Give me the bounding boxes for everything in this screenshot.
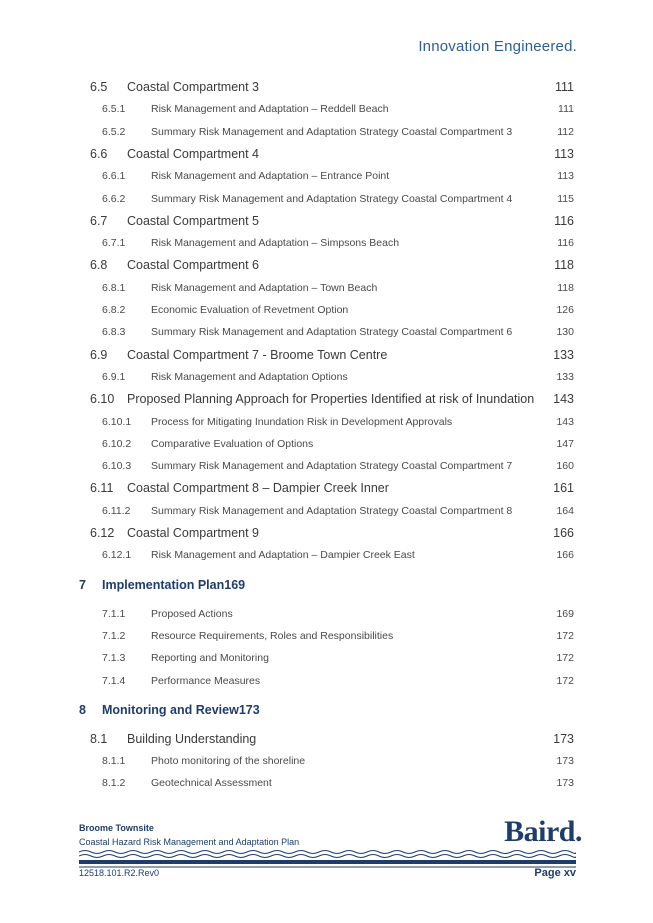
toc-entry-number: 7.1.2	[102, 629, 126, 642]
toc-entry-page: 169	[556, 607, 574, 620]
toc-entry-level-3[interactable]	[0, 412, 653, 434]
toc-entry-number: 6.5.1	[102, 103, 126, 116]
toc-entry-level-3[interactable]	[0, 300, 653, 322]
toc-entry-title: Coastal Compartment 7 - Broome Town Centre	[127, 347, 388, 362]
toc-entry-title: Coastal Compartment 6	[127, 258, 260, 273]
toc-entry-number: 6.7	[90, 213, 108, 228]
toc-entry-title: Photo monitoring of the shoreline	[151, 755, 306, 768]
toc-entry-level-3[interactable]	[0, 751, 653, 773]
toc-entry-level-3[interactable]	[0, 648, 653, 670]
toc-entry-page: 113	[554, 146, 574, 161]
toc-entry-page: 166	[553, 526, 574, 540]
toc-entry-title: Risk Management and Adaptation – Town Beach	[151, 281, 378, 294]
toc-entry-page: 160	[556, 460, 574, 473]
toc-entry-number: 6.10.3	[102, 460, 132, 473]
wave-divider-icon	[79, 849, 576, 869]
toc-entry-title: Geotechnical Assessment	[151, 777, 272, 790]
toc-entry-title: Summary Risk Management and Adaptation Strategy Coastal Compartment 7	[151, 460, 513, 473]
toc-entry-number: 6.7.1	[102, 237, 126, 250]
toc-entry-number: 8.1	[90, 731, 108, 746]
toc-entry-title: Coastal Compartment 3	[127, 80, 260, 94]
toc-entry-page: 113	[557, 170, 574, 183]
toc-entry-number: 6.9	[90, 347, 108, 362]
toc-entry-page: 118	[554, 258, 574, 273]
toc-entry-page: 172	[556, 629, 574, 642]
toc-entry-level-2[interactable]	[0, 211, 653, 233]
toc-chapter-line	[102, 575, 574, 595]
toc-entry-page: 116	[557, 237, 574, 250]
toc-entry-number: 6.11	[90, 481, 114, 496]
toc-entry-title: Risk Management and Adaptation – Reddell Beach	[151, 103, 389, 116]
toc-entry-number: 7.1.4	[102, 674, 126, 687]
toc-entry-number: 8.1.1	[102, 755, 126, 768]
toc-entry-page: 126	[556, 304, 574, 316]
toc-entry-number: 7	[79, 577, 86, 592]
toc-entry-level-2[interactable]	[0, 255, 653, 277]
toc-entry-number: 6.8.3	[102, 326, 126, 339]
toc-entry-title: Monitoring and Review	[102, 702, 239, 717]
toc-entry-title: Risk Management and Adaptation – Entrance Point	[151, 170, 390, 183]
toc-entry-page: 115	[557, 192, 574, 205]
toc-entry-page: 173	[238, 702, 260, 717]
toc-entry-number: 6.10.1	[102, 415, 132, 428]
toc-entry-level-2[interactable]	[0, 144, 653, 166]
toc-entry-page: 133	[556, 370, 574, 383]
toc-entry-level-3[interactable]	[0, 278, 653, 300]
toc-entry-page: 143	[553, 392, 574, 407]
toc-entry-page: 111	[554, 80, 574, 94]
toc-entry-title: Coastal Compartment 8 – Dampier Creek Inner	[127, 481, 389, 496]
toc-entry-page: 133	[553, 347, 574, 362]
toc-entry-level-3[interactable]	[0, 434, 653, 456]
toc-entry-number: 6.6	[90, 146, 108, 161]
toc-entry-number: 6.11.2	[102, 504, 131, 517]
toc-entry-title: Economic Evaluation of Revetment Option	[151, 304, 349, 316]
toc-entry-page: 173	[556, 755, 574, 768]
toc-entry-level-3[interactable]	[0, 671, 653, 693]
toc-entry-level-2[interactable]	[0, 345, 653, 367]
toc-entry-title: Proposed Planning Approach for Properties Identified at risk of Inundation	[127, 392, 535, 407]
toc-entry-level-3[interactable]	[0, 545, 653, 567]
toc-entry-level-2[interactable]	[0, 478, 653, 500]
toc-entry-level-2[interactable]	[0, 729, 653, 751]
toc-entry-page: 173	[556, 777, 574, 790]
toc-entry-number: 6.5.2	[102, 125, 126, 138]
toc-entry-number: 6.12.1	[102, 549, 132, 562]
toc-entry-level-3[interactable]	[0, 367, 653, 389]
toc-entry-title: Process for Mitigating Inundation Risk in Development Approvals	[151, 415, 453, 428]
toc-entry-number: 6.5	[90, 80, 108, 94]
toc-entry-level-1[interactable]	[0, 700, 653, 722]
toc-entry-page: 172	[556, 674, 574, 687]
toc-entry-level-2[interactable]	[0, 77, 653, 99]
toc-entry-title: Summary Risk Management and Adaptation Strategy Coastal Compartment 6	[151, 326, 513, 339]
toc-entry-page: 164	[556, 504, 574, 517]
toc-entry-page: 169	[224, 577, 246, 592]
toc-entry-page: 147	[556, 437, 574, 450]
toc-entry-number: 8.1.2	[102, 777, 126, 790]
toc-entry-title: Coastal Compartment 9	[127, 526, 260, 540]
toc-entry-level-3[interactable]	[0, 322, 653, 344]
toc-entry-page: 111	[558, 103, 574, 116]
toc-entry-level-3[interactable]	[0, 773, 653, 795]
toc-entry-number: 6.9.1	[102, 370, 126, 383]
toc-entry-page: 166	[556, 549, 574, 562]
toc-entry-title: Summary Risk Management and Adaptation Strategy Coastal Compartment 8	[151, 504, 513, 517]
toc-entry-level-2[interactable]	[0, 523, 653, 545]
toc-entry-title: Resource Requirements, Roles and Responsibilities	[151, 629, 394, 642]
toc-entry-page: 118	[557, 281, 574, 294]
toc-entry-level-3[interactable]	[0, 604, 653, 626]
toc-entry-page: 143	[556, 415, 574, 428]
toc-entry-number: 6.6.2	[102, 192, 126, 205]
toc-entry-title: Coastal Compartment 5	[127, 213, 260, 228]
toc-entry-number: 7.1.3	[102, 652, 126, 665]
toc-chapter-line	[102, 700, 574, 720]
toc-entry-level-3[interactable]	[0, 166, 653, 188]
toc-entry-number: 6.6.1	[102, 170, 126, 183]
toc-entry-level-3[interactable]	[0, 626, 653, 648]
toc-entry-page: 173	[553, 731, 574, 746]
toc-entry-page: 172	[556, 652, 574, 665]
toc-entry-title: Comparative Evaluation of Options	[151, 437, 314, 450]
footer-document-title: Coastal Hazard Risk Management and Adaptation Plan	[79, 837, 300, 847]
footer-page-number: Page xv	[534, 867, 576, 879]
toc-entry-title: Implementation Plan	[102, 577, 225, 592]
toc-entry-level-1[interactable]	[0, 575, 653, 597]
toc-entry-number: 6.8	[90, 258, 108, 273]
toc-entry-page: 116	[554, 213, 574, 228]
toc-entry-level-3[interactable]	[0, 233, 653, 255]
toc-entry-page: 112	[557, 125, 574, 138]
toc-entry-number: 6.8.2	[102, 304, 126, 316]
toc-entry-level-3[interactable]	[0, 122, 653, 144]
toc-entry-page: 130	[556, 326, 574, 339]
toc-entry-level-2[interactable]	[0, 389, 653, 411]
toc-entry-title: Building Understanding	[127, 731, 257, 746]
toc-entry-title: Reporting and Monitoring	[151, 652, 269, 665]
toc-entry-title: Performance Measures	[151, 674, 261, 687]
baird-logo: Baird.	[504, 815, 582, 848]
toc-entry-number: 8	[79, 702, 86, 717]
toc-entry-level-3[interactable]	[0, 99, 653, 121]
toc-entry-number: 6.8.1	[102, 281, 126, 294]
toc-entry-number: 7.1.1	[102, 607, 126, 620]
footer-project-name: Broome Townsite	[79, 823, 154, 833]
toc-entry-title: Risk Management and Adaptation – Simpsons Beach	[151, 237, 400, 250]
toc-entry-title: Risk Management and Adaptation – Dampier Creek East	[151, 549, 415, 562]
toc-entry-title: Risk Management and Adaptation Options	[151, 370, 348, 383]
toc-entry-page: 161	[553, 481, 574, 496]
toc-entry-title: Proposed Actions	[151, 607, 233, 620]
footer-reference: 12518.101.R2.Rev0	[79, 868, 160, 878]
toc-entry-level-3[interactable]	[0, 456, 653, 478]
toc-entry-number: 6.10.2	[102, 437, 132, 450]
toc-entry-title: Coastal Compartment 4	[127, 146, 260, 161]
header-tagline: Innovation Engineered.	[418, 38, 577, 55]
toc-entry-level-3[interactable]	[0, 501, 653, 523]
toc-entry-title: Summary Risk Management and Adaptation Strategy Coastal Compartment 3	[151, 125, 513, 138]
toc-entry-number: 6.10	[90, 392, 115, 407]
toc-entry-number: 6.12	[90, 526, 115, 540]
toc-entry-title: Summary Risk Management and Adaptation Strategy Coastal Compartment 4	[151, 192, 513, 205]
toc-entry-level-3[interactable]	[0, 189, 653, 211]
